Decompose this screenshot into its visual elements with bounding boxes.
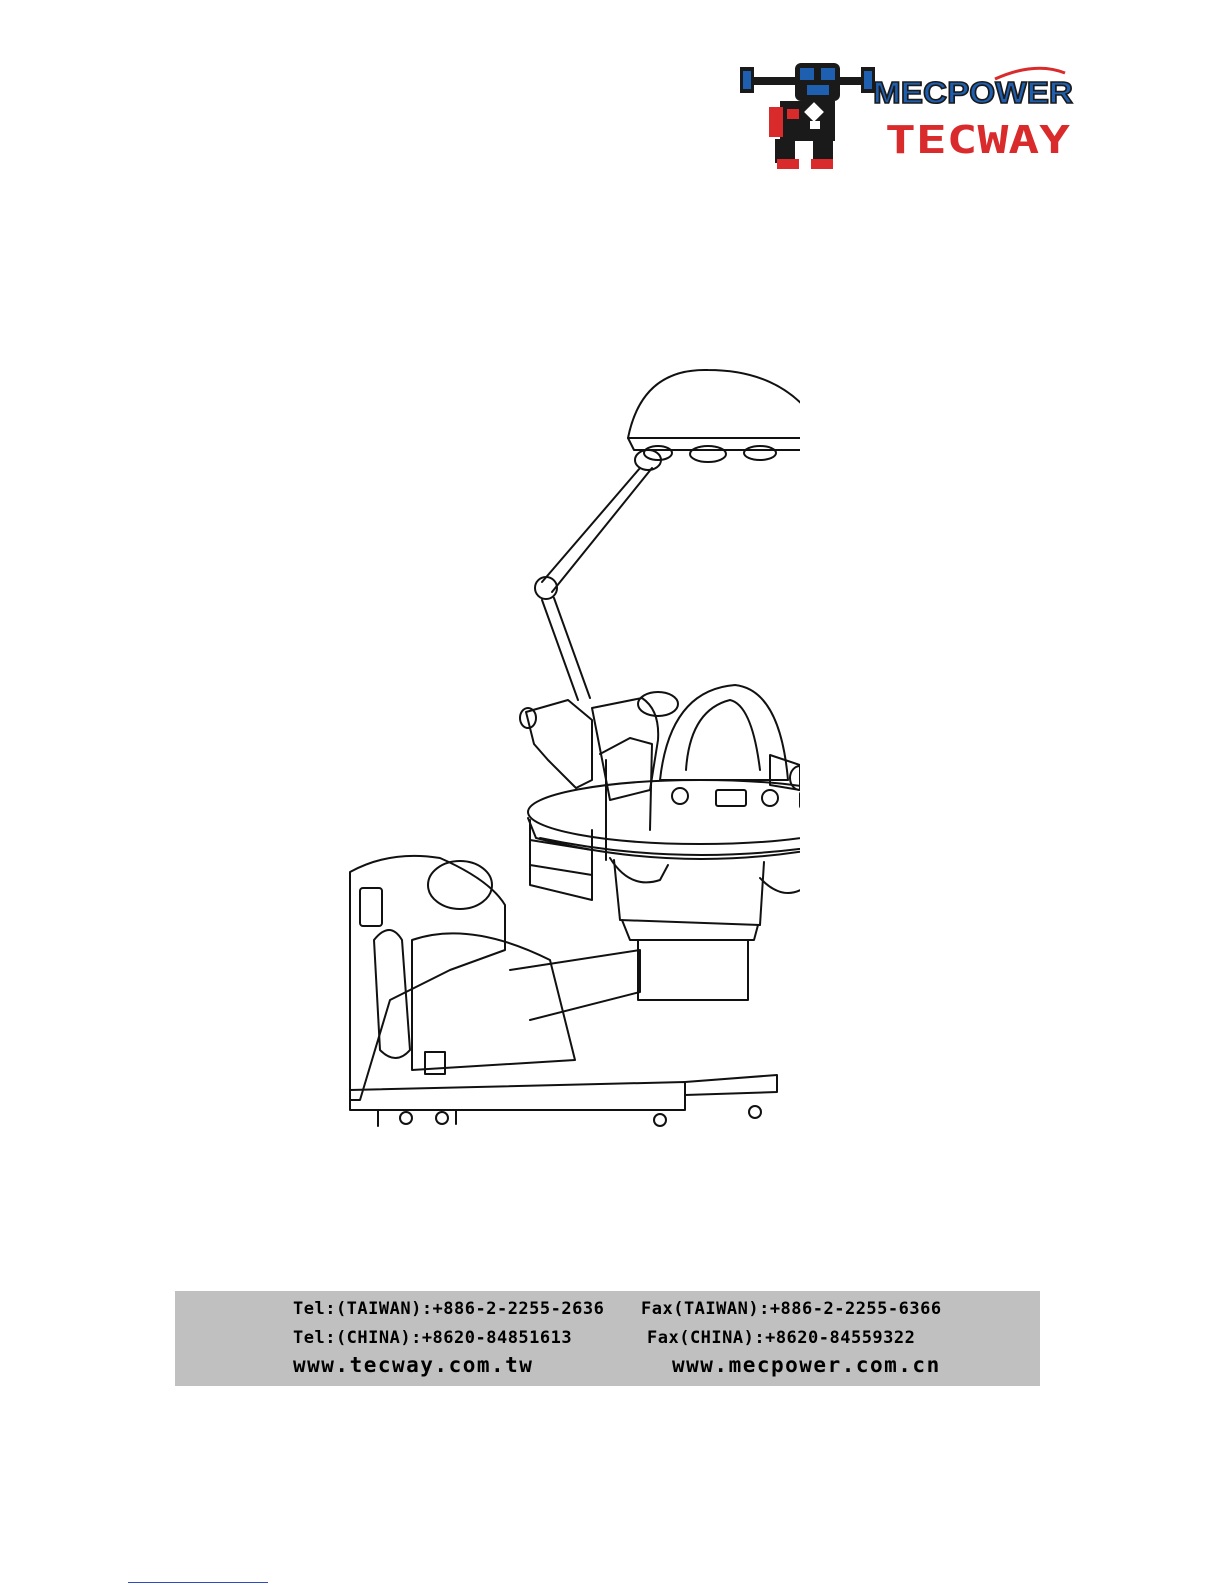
brand-tecway: TECWAY bbox=[885, 118, 1071, 162]
tel-china: Tel:(CHINA):+8620-84851613 bbox=[293, 1328, 573, 1348]
website-china[interactable]: www.mecpower.com.cn bbox=[672, 1353, 941, 1377]
contact-info-box bbox=[175, 1291, 1040, 1386]
footnote-separator bbox=[128, 1582, 268, 1583]
mecpower-tecway-logo bbox=[735, 55, 1080, 175]
brand-mecpower: MECPOWER bbox=[873, 75, 1073, 110]
fax-taiwan: Fax(TAIWAN):+886-2-2255-6366 bbox=[641, 1299, 942, 1319]
website-taiwan[interactable]: www.tecway.com.tw bbox=[293, 1353, 534, 1377]
kiddie-ride-spaceship-machine-drawing bbox=[330, 360, 800, 1130]
fax-china: Fax(CHINA):+8620-84559322 bbox=[647, 1328, 916, 1348]
robot-logo-icon bbox=[740, 63, 875, 169]
tel-taiwan: Tel:(TAIWAN):+886-2-2255-2636 bbox=[293, 1299, 605, 1319]
